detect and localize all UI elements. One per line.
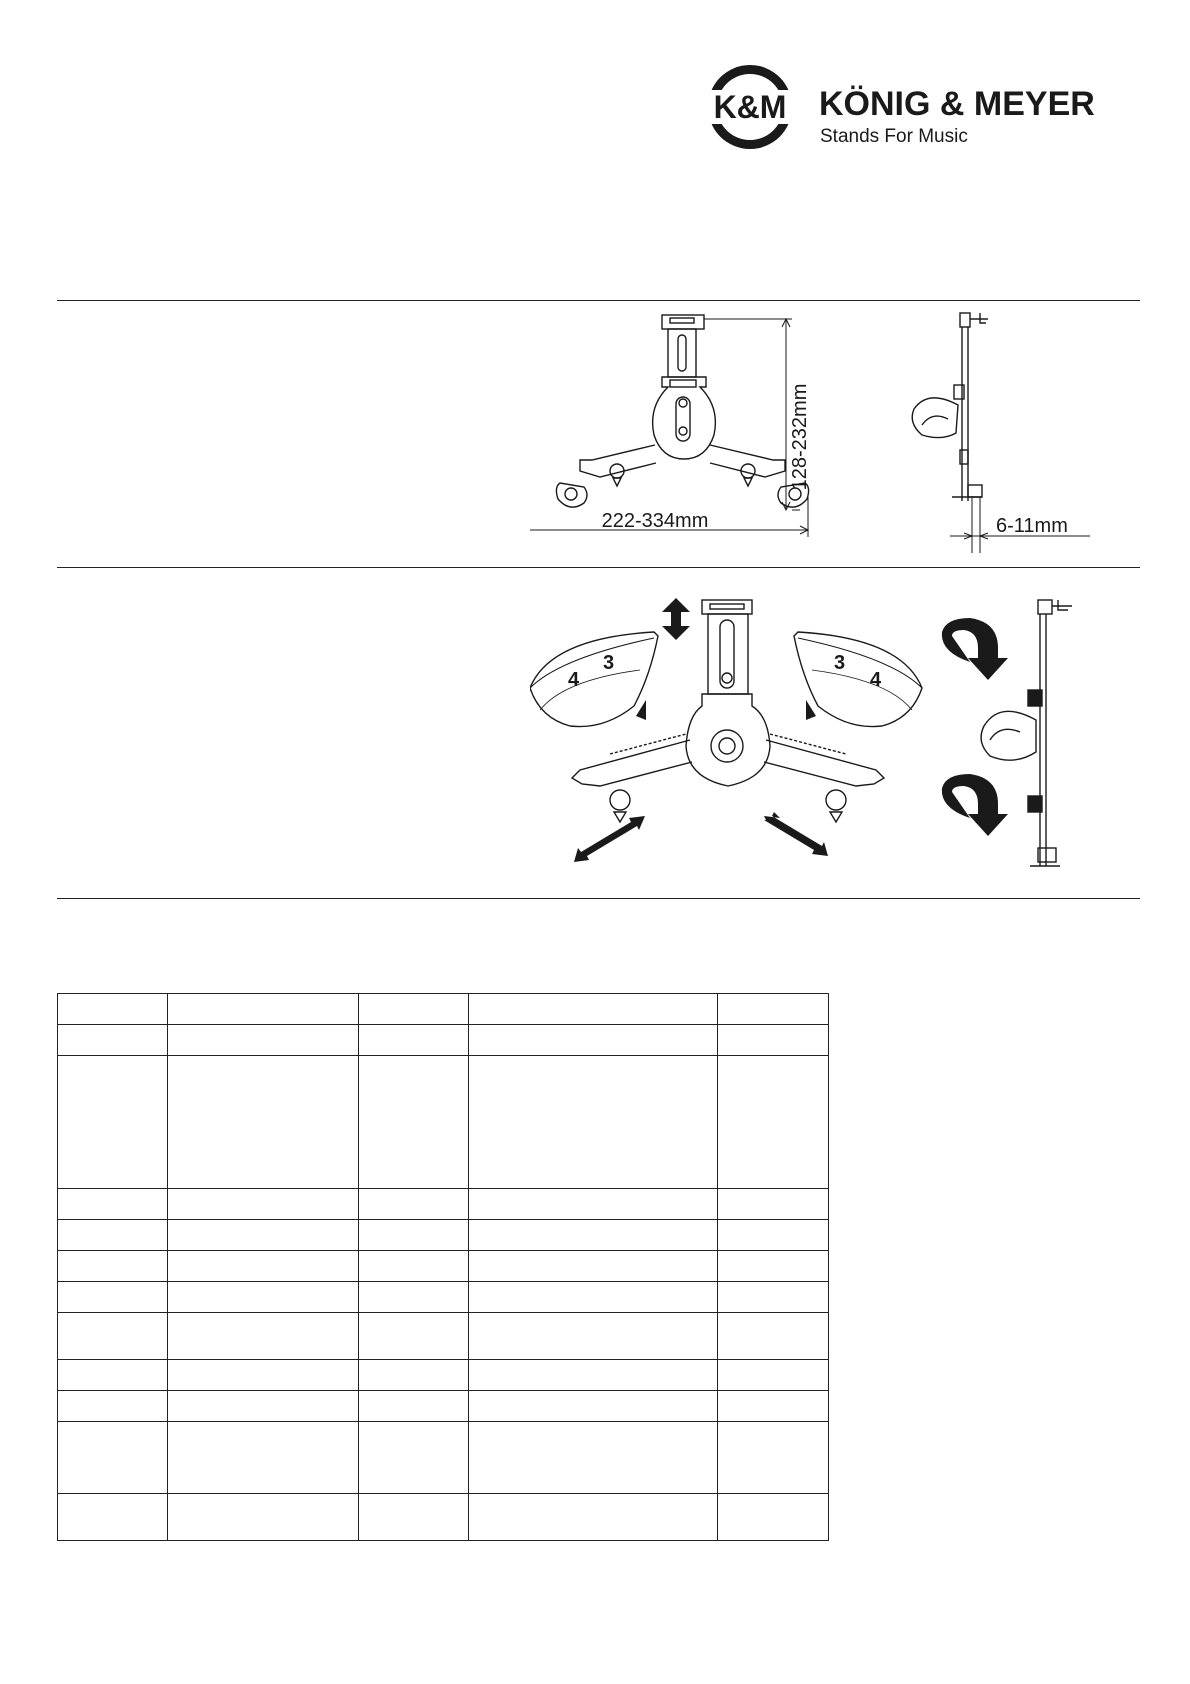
table-cell [469, 1422, 718, 1494]
table-cell [359, 1025, 469, 1056]
table-cell [469, 1391, 718, 1422]
table-cell [718, 1360, 829, 1391]
table-row [58, 1189, 829, 1220]
table-cell [469, 1360, 718, 1391]
table-cell [58, 1189, 168, 1220]
table-cell [359, 1056, 469, 1189]
table-cell [58, 1220, 168, 1251]
table-cell [168, 1313, 359, 1360]
table-cell [359, 1422, 469, 1494]
table-cell [58, 1056, 168, 1189]
table-cell [718, 1391, 829, 1422]
table-cell [58, 1282, 168, 1313]
table-cell [359, 1189, 469, 1220]
holder-front-view [556, 315, 808, 507]
table-row [58, 1391, 829, 1422]
brand-logo [705, 62, 1130, 152]
table-cell [168, 1494, 359, 1541]
brand-name: KÖNIG & MEYER [819, 85, 1095, 123]
table-cell [58, 1391, 168, 1422]
table-row [58, 1282, 829, 1313]
table-cell [469, 1056, 718, 1189]
table-cell [168, 1056, 359, 1189]
table-cell [168, 1251, 359, 1282]
table-cell [359, 1282, 469, 1313]
table-cell [168, 1220, 359, 1251]
table-cell [58, 1251, 168, 1282]
right-arm-extend-arrow [764, 812, 828, 856]
rotate-top-arrow [942, 618, 1008, 680]
table-cell [359, 1313, 469, 1360]
table-row [58, 1313, 829, 1360]
table-cell [58, 1025, 168, 1056]
table-cell [168, 1189, 359, 1220]
table-cell [359, 1360, 469, 1391]
right-dial-number-4: 4 [870, 669, 882, 691]
table-cell [58, 1360, 168, 1391]
table-cell [718, 1494, 829, 1541]
logo-mark-text: K&M [713, 89, 787, 125]
divider-middle [57, 567, 1140, 568]
table-cell [469, 1220, 718, 1251]
right-position-dial [794, 632, 922, 727]
table-row [58, 1251, 829, 1282]
table-cell [168, 1282, 359, 1313]
table-cell [359, 1391, 469, 1422]
table-cell [58, 994, 168, 1025]
table-row [58, 994, 829, 1025]
table-cell [469, 1251, 718, 1282]
depth-dimension-label: 6-11mm [996, 515, 1068, 537]
dimension-lines [530, 319, 808, 537]
table-cell [469, 1282, 718, 1313]
table-cell [469, 994, 718, 1025]
table-row [58, 1025, 829, 1056]
width-dimension-label: 222-334mm [601, 510, 709, 532]
table-row [58, 1422, 829, 1494]
table-cell [359, 1494, 469, 1541]
left-dial-number-4: 4 [568, 669, 580, 691]
table-cell [168, 1422, 359, 1494]
left-dial-number-3: 3 [603, 652, 615, 674]
left-arm-extend-arrow [574, 816, 645, 862]
km-roundel [705, 65, 799, 149]
dimensions-drawing [530, 305, 1090, 555]
divider-bottom [57, 898, 1140, 899]
brand-tagline: Stands For Music [820, 126, 968, 147]
table-cell [469, 1494, 718, 1541]
table-cell [168, 1025, 359, 1056]
table-cell [359, 1251, 469, 1282]
table-cell [718, 994, 829, 1025]
table-cell [58, 1494, 168, 1541]
left-position-dial [530, 632, 658, 727]
vertical-adjust-arrow [662, 598, 690, 640]
table-cell [718, 1313, 829, 1360]
table-cell [718, 1220, 829, 1251]
table-cell [58, 1313, 168, 1360]
table-cell [718, 1251, 829, 1282]
height-dimension-label: 128-232mm [789, 383, 811, 491]
specifications-table [57, 993, 829, 1541]
divider-top [57, 300, 1140, 301]
table-row [58, 1220, 829, 1251]
rotate-bottom-arrow [942, 774, 1008, 836]
table-cell [58, 1422, 168, 1494]
table-cell [718, 1056, 829, 1189]
table-cell [359, 1220, 469, 1251]
adjustment-drawing [530, 590, 1090, 880]
table-cell [168, 1391, 359, 1422]
table-cell [168, 994, 359, 1025]
table-row [58, 1494, 829, 1541]
table-cell [469, 1189, 718, 1220]
table-cell [718, 1422, 829, 1494]
table-cell [469, 1313, 718, 1360]
table-cell [168, 1360, 359, 1391]
table-row [58, 1360, 829, 1391]
holder-side-view [912, 313, 988, 501]
table-row [58, 1056, 829, 1189]
table-cell [718, 1025, 829, 1056]
right-dial-number-3: 3 [834, 652, 846, 674]
table-cell [359, 994, 469, 1025]
table-cell [469, 1025, 718, 1056]
table-cell [718, 1189, 829, 1220]
table-cell [718, 1282, 829, 1313]
